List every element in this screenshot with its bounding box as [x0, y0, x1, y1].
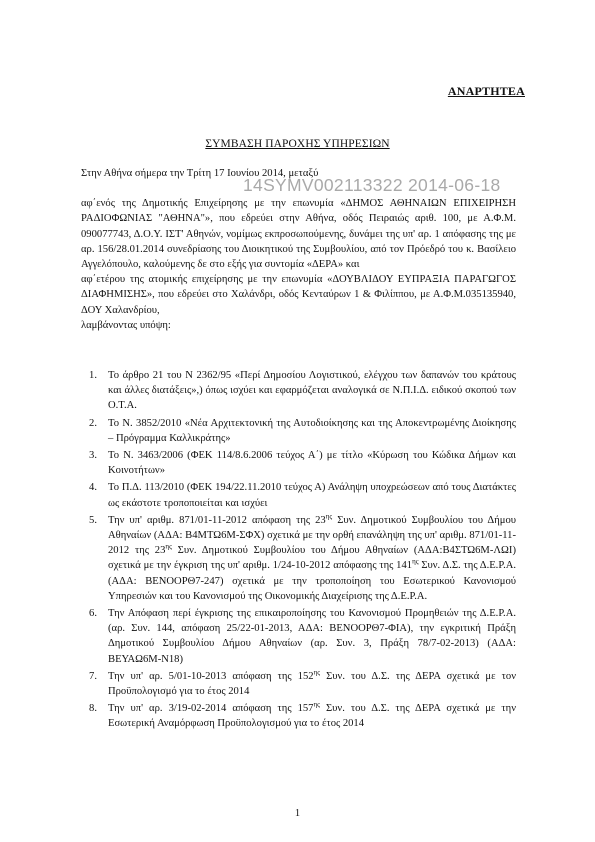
list-item [81, 416, 516, 446]
contract-title: ΣΥΜΒΑΣΗ ΠΑΡΟΧΗΣ ΥΠΗΡΕΣΙΩΝ [205, 138, 390, 150]
list-item [81, 701, 516, 731]
list-item-text: Την υπ' αρ. 3/19-02-2014 απόφαση της $157^{\eta\varsigma}$ Συν. του Δ.Σ. της ΔΕΡΑ σχετικά με την Εσωτερική Αναμόρφωση Προϋπολογισμού για το έτος 2014 [108, 700, 516, 730]
list-item [81, 480, 516, 510]
list-item-number: 5. [89, 514, 97, 526]
list-item [81, 448, 516, 478]
opening-line: Στην Αθήνα σήμερα την Τρίτη 17 Ιουνίου 2014, μεταξύ [81, 168, 319, 179]
registration-stamp: 14SYMV002113322 2014-06-18 [243, 175, 501, 195]
list-item-text: Το Ν. 3463/2006 (ΦΕΚ 114/8.6.2006 τεύχος Α΄) με τίτλο «Κύρωση του Κώδικα Δήμων και Κοινοτήτων» [108, 450, 516, 477]
list-item [81, 606, 516, 667]
list-item [81, 513, 516, 604]
list-item-text: Την Απόφαση περί έγκρισης της επικαιροποίησης του Κανονισμού Προμηθειών της Δ.Ε.Ρ.Α. (αρ. Συν. 144, απόφαση 25/22-01-2013, ΑΔΑ: ΒΕΝΟΟΡΘ7-ΦΙΑ), την εγκριτική Πράξη Δημοτικού Συμβουλίου Δήμου Αθηναίων (αρ. Συν. 3, Πράξη 78/7-02-2013) (ΑΔΑ: ΒΕΥΑΩ6Μ-Ν18) [108, 608, 516, 665]
list-item-number: 8. [89, 703, 97, 715]
list-item-number: 4. [89, 482, 97, 494]
contract-intro [81, 166, 516, 333]
considerations-list [81, 368, 516, 734]
considering-line: λαμβάνοντας υπόψη: [81, 319, 171, 331]
list-item-number: 2. [89, 417, 97, 429]
list-item-number: 3. [89, 450, 97, 462]
list-item [81, 669, 516, 699]
list-item-text: Το άρθρο 21 του Ν 2362/95 «Περί Δημοσίου Λογιστικού, ελέγχου των δαπανών του κράτους και άλλες διατάξεις»,) όπως ισχύει και εφαρμόζεται αναλογικά σε Ν.Π.Ι.Δ. ειδικού σκοπού των Ο.Τ.Α. [108, 370, 516, 412]
list-item-number: 1. [89, 370, 97, 381]
page-number: 1 [294, 808, 301, 819]
list-item-text: Την υπ' αρ. 5/01-10-2013 απόφαση της $152^{\eta\varsigma}$ Συν. του Δ.Σ. της ΔΕΡΑ σχετικά με τον Προϋπολογισμό για το έτος 2014 [108, 668, 516, 698]
list-item-text: Το Π.Δ. 113/2010 (ΦΕΚ 194/22.11.2010 τεύχος Α) Ανάληψη υποχρεώσεων από τους Διατάκτες ως εκάστοτε τροποποιείται και ισχύει [108, 482, 516, 509]
list-item-text: Το Ν. 3852/2010 «Νέα Αρχιτεκτονική της Αυτοδιοίκησης και της Αποκεντρωμένης Διοίκησης – Πρόγραμμα Καλλικράτης» [108, 417, 516, 444]
list-item-number: 7. [89, 670, 97, 682]
list-item-number: 6. [89, 608, 97, 620]
list-item [81, 368, 516, 414]
posting-label: ΑΝΑΡΤΗΤΕΑ [447, 84, 525, 98]
list-item-text: Την υπ' αριθμ. 871/01-11-2012 απόφαση της $23^{\eta\varsigma}$ Συν. Δημοτικού Συμβουλίου του Δήμου Αθηναίων (ΑΔΑ: Β4ΜΤΩ6Μ-ΣΦΧ) σχετικά με την ορθή επανάληψη της υπ' αριθμ. 871/01-11-2012 της $23^{\eta\varsigma}$ Συν. Δημοτικού Συμβουλίου του Δήμου Αθηναίων (ΑΔΑ:Β4ΣΤΩ6Μ-ΛΩΙ) σχετικά με την έγκριση της υπ' αριθμ. 1/24-10-2012 απόφασης της $141^{\eta\varsigma}$ Συν. Δ.Σ. της Δ.Ε.Ρ.Α. (ΑΔΑ: ΒΕΝΟΟΡΘ7-247) σχετικά με την τροποποίηση του Εσωτερικού Κανονισμού Υπηρεσιών και του Κανονισμού της Οικονομικής Διαχείρισης της Δ.Ε.Ρ.Α. [108, 512, 517, 602]
party-b-paragraph: αφ΄ετέρου της ατομικής επιχείρησης με την επωνυμία «ΔΟΥΒΛΙΔΟΥ ΕΥΠΡΑΞΙΑ ΠΑΡΑΓΩΓΟΣ ΔΙΑΦΗΜΙΣΗΣ», που εδρεύει στο Χαλάνδρι, οδός Κενταύρων 1 & Φιλίππου, με Α.Φ.Μ.035135940, ΔΟΥ Χαλανδρίου, [81, 274, 516, 316]
party-a-paragraph: αφ΄ενός της Δημοτικής Επιχείρησης με την επωνυμία «ΔΗΜΟΣ ΑΘΗΝΑΙΩΝ ΕΠΙΧΕΙΡΗΣΗ ΡΑΔΙΟΦΩΝΙΑΣ "ΑΘΗΝΑ"», που εδρεύει στην Αθήνα, οδός Πειραιώς αριθ. 100, με Α.Φ.Μ. 090077743, Δ.Ο.Υ. ΙΣΤ' Αθηνών, νομίμως εκπροσωπούμενης, δυνάμει της υπ' αρ. 1 απόφασης της με αρ. 156/28.01.2014 συνεδρίασης του Διοικητικού της Συμβουλίου, από τον Πρόεδρό του κ. Βασίλειο Αγγελόπουλο, καλούμενης δε στο εξής για συντομία «ΔΕΡΑ» και [81, 198, 516, 271]
